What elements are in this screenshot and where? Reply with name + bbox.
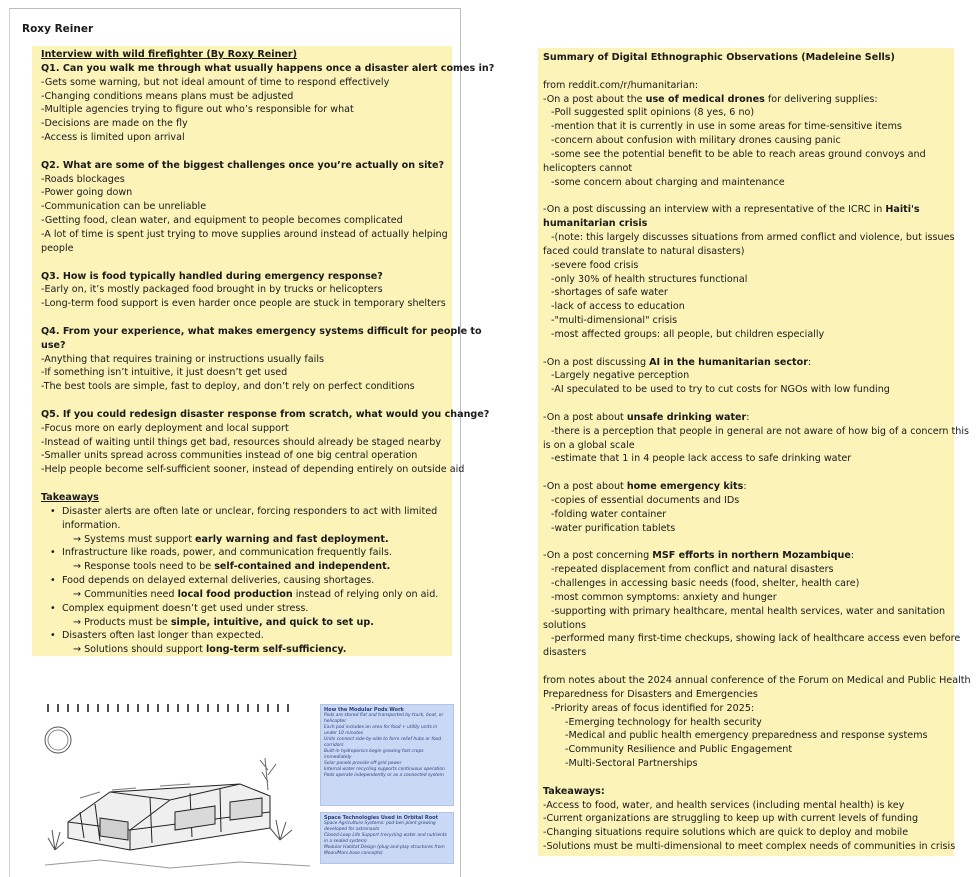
drones-post: -On a post about the use of medical drones for delivering supplies: [543, 93, 878, 105]
author-name: Roxy Reiner [22, 23, 94, 35]
summary-section: Summary of Digital Ethnographic Observations (Madeleine Sells) from reddit.com/r/humanitarian: -On a post about the use of medical drones for delivering supplies: -Poll suggested split opinions (8 yes, 6 no) -mention that it is currently in use in some areas for time-sensitive items -concern about confusion with military drones causing panic -some see the potential benefit to be able to reach areas ground convoys and helicopters cannot -some concern about charging and maintenance -On a post discussing an interview with a representative of the ICRC in Haiti's humanitarian crisis -(note: this largely discusses situations from armed conflict and violence, but issues faced could translate to natural disasters) -severe food crisis -only 30% of health structures functional -shortages of safe water -lack of access to education -"multi-dimensional" crisis -most affected groups: all people, but children especially -On a post discussing AI in the humanitarian sector: -Largely negative perception -AI speculated to be used to try to cut costs for NGOs with low funding -On a post about unsafe drinking water: -there is a perception that people in general are not aware of how big of a concern this is on a global scale -estimate that 1 in 4 people lack access to safe drinking water -On a post about home emergency kits: -copies of essential documents and IDs -folding water container -water purification tablets -On a post concerning MSF efforts in northern Mozambique: -repeated displacement from conflict and natural disasters -challenges in accessing basic needs (food, shelter, health care) -most common symptoms: anxiety and hunger -supporting with primary healthcare, mental health services, water and sanitation solutions -performed many first-time checkups, showing lack of healthcare access even before disasters from notes about the 2024 annual conference of the Forum on Medical and Public Health Preparedness for Disasters and Emergencies -Priority areas of focus identified for 2025: -Emerging technology for health security -Medical and public health emergency preparedness and response systems -Community Resilience and Public Engagement -Multi-Sectoral Partnerships Takeaways: -Access to food, water, and health services (including mental health) is key -Current organizations are struggling to keep up with current levels of funding -Changing situations require solutions which are quick to deploy and mobile -Solutions must be multi-dimensional to meet complex needs of communities in crisis [543, 52, 971, 853]
space-tech-info-box: Space Technologies Used in Orbital Root Space Agriculture Systems: pod-ben plant growing developed for astronauts Closed-Loop Life Support (recycling water and nutrients in a sealed system) Modular Habitat Design (plug-and-play structures from Moon/Mars base concepts) [320, 812, 454, 864]
answer-line: -Changing conditions means plans must be adjusted [41, 90, 294, 102]
answer-line: -Instead of waiting until things get bad, resources should already be staged nearby [41, 436, 442, 448]
takeaway-item: • Complex equipment doesn’t get used under stress. → Products must be simple, intuitive, and quick to set up. [50, 602, 494, 630]
answer-line: -A lot of time is spent just trying to move supplies around instead of actually helping [41, 228, 448, 240]
answer-line: -Roads blockages [41, 173, 125, 185]
interview-section [41, 48, 494, 657]
takeaway-item: • Food depends on delayed external deliveries, causing shortages. → Communities need local food production instead of relying only on aid. [50, 574, 494, 602]
interview-title: Interview with wild firefighter (By Roxy Reiner) [41, 49, 298, 60]
question-2: Q2. What are some of the biggest challenges once you’re actually on site? [41, 159, 445, 171]
takeaway-item: • Infrastructure like roads, power, and communication frequently fails. → Response tools need to be self-contained and independent. [50, 546, 494, 574]
answer-line: -The best tools are simple, fast to deploy, and don’t rely on perfect conditions [41, 381, 415, 393]
answer-line: -Gets some warning, but not ideal amount of time to respond effectively [41, 76, 390, 88]
question-4: Q4. From your experience, what makes emergency systems difficult for people to [41, 325, 482, 337]
forum-notes: from notes about the 2024 annual conference of the Forum on Medical and Public Health [543, 674, 971, 686]
answer-line: -Getting food, clean water, and equipment to people becomes complicated [41, 215, 403, 227]
pods-info-box: How the Modular Pods Work Pods are stored flat and transported by truck, boat, or helicopter Each pod includes an area for food + utility units in under 10 minutes Units connect side-by-side to form relief hubs or food corridors Built-in hydroponics begin growing fast crops immediately Solar panels provide off-grid power Internal water recycling supports continuous operation Pods operate independently or as a connected system [320, 704, 454, 806]
ai-post: -On a post discussing AI in the humanitarian sector: [543, 356, 812, 368]
answer-line: -Focus more on early deployment and local support [41, 422, 289, 434]
summary-takeaway: -Current organizations are struggling to keep up with current levels of funding [543, 813, 919, 825]
question-5: Q5. If you could redesign disaster response from scratch, what would you change? [41, 408, 490, 420]
answer-line: -Help people become self-sufficient sooner, instead of depending entirely on outside aid [41, 464, 465, 476]
answer-line: -Long-term food support is even harder once people are stuck in temporary shelters [41, 298, 446, 310]
answer-line: -Power going down [41, 187, 133, 199]
kits-post: -On a post about home emergency kits: [543, 481, 747, 493]
takeaway-item: • Disasters often last longer than expected. → Solutions should support long-term self-sufficiency. [50, 629, 494, 657]
answer-line: -Communication can be unreliable [41, 201, 207, 213]
msf-post: -On a post concerning MSF efforts in northern Mozambique: [543, 550, 855, 562]
answer-line: -Multiple agencies trying to figure out who’s responsible for what [41, 104, 354, 116]
question-1: Q1. Can you walk me through what usually happens once a disaster alert comes in? [41, 62, 495, 74]
answer-line: -Anything that requires training or instructions usually fails [41, 353, 324, 365]
answer-line: people [41, 242, 74, 254]
summary-title: Summary of Digital Ethnographic Observations (Madeleine Sells) [543, 52, 895, 63]
summary-takeaways-title: Takeaways: [543, 785, 605, 797]
source-label: from reddit.com/r/humanitarian: [543, 79, 699, 91]
answer-line: -If something isn’t intuitive, it just doesn’t get used [41, 367, 288, 379]
water-post: -On a post about unsafe drinking water: [543, 411, 750, 423]
summary-takeaway: -Solutions must be multi-dimensional to meet complex needs of communities in crisis [543, 841, 956, 853]
takeaway-item: • Disaster alerts are often late or unclear, forcing responders to act with limited information. → Systems must support early warning and fast deployment. [50, 505, 494, 547]
answer-line: -Early on, it’s mostly packaged food brought in by trucks or helicopters [41, 284, 383, 296]
answer-line: -Smaller units spread across communities instead of one big central operation [41, 450, 418, 462]
answer-line: -Decisions are made on the fly [41, 118, 188, 130]
question-4-cont: use? [41, 339, 66, 351]
answer-line: -Access is limited upon arrival [41, 132, 185, 144]
haiti-post: -On a post discussing an interview with a representative of the ICRC in Haiti's [543, 204, 920, 216]
summary-takeaway: -Changing situations require solutions which are quick to deploy and mobile [543, 827, 909, 839]
summary-takeaway: -Access to food, water, and health services (including mental health) is key [543, 799, 905, 811]
question-3: Q3. How is food typically handled during emergency response? [41, 270, 383, 282]
modular-pod-sketch [40, 700, 315, 872]
takeaways-title: Takeaways [41, 492, 99, 503]
